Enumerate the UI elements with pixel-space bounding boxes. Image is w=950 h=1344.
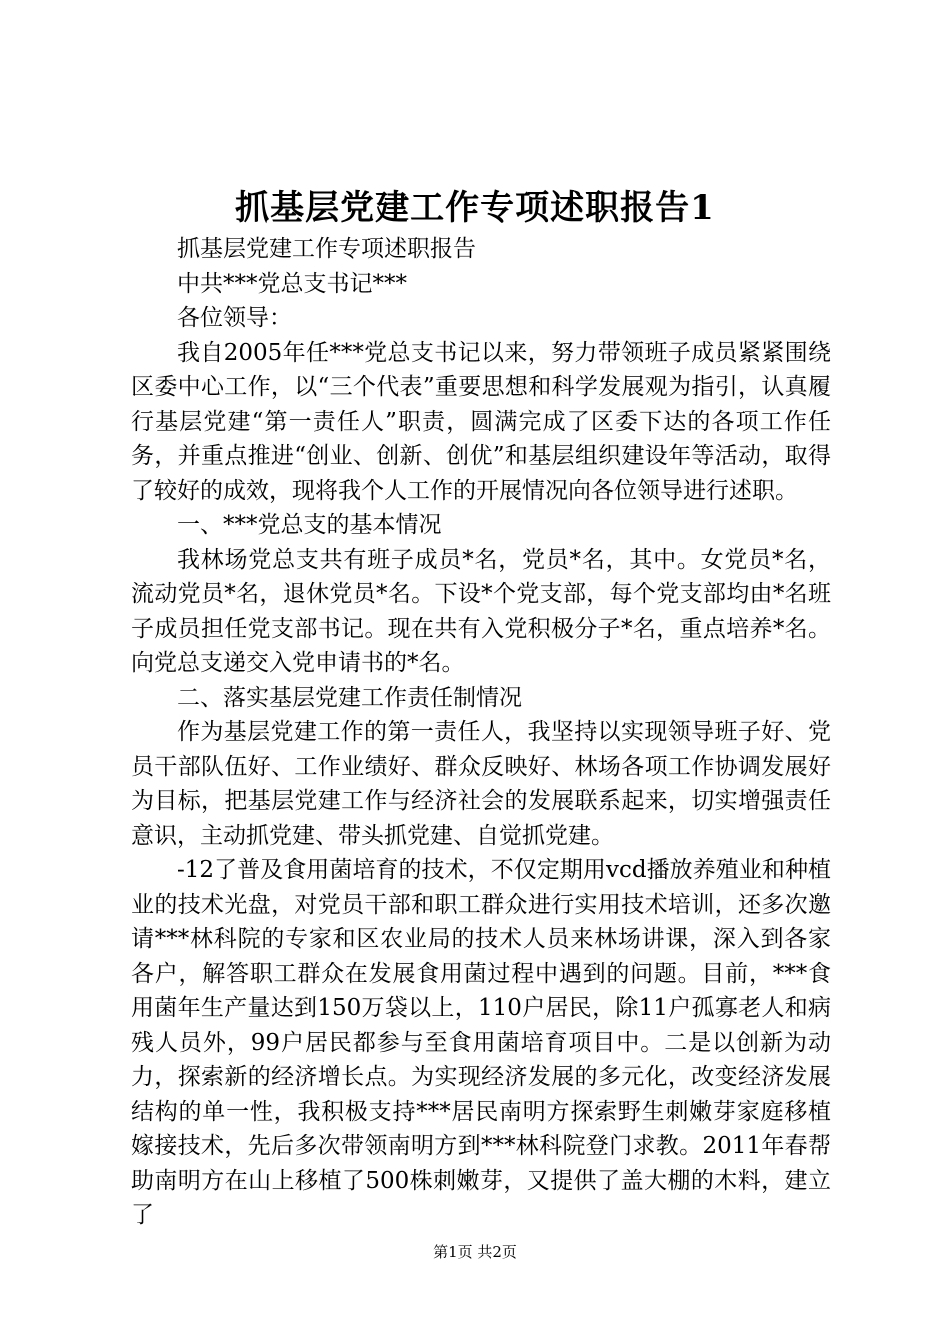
section-1-paragraph: 我林场党总支共有班子成员*名，党员*名，其中。女党员*名，流动党员*名，退休党员*名。下设*个党支部，每个党支部均由*名班子成员担任党支部书记。现在共有入党积极分子*名，重点培养*名。向党总支递交入党申请书的*名。 <box>131 546 831 676</box>
section-2-paragraph: 作为基层党建工作的第一责任人，我坚持以实现领导班子好、党员干部队伍好、工作业绩好、群众反映好、林场各项工作协调发展好为目标，把基层党建工作与经济社会的发展联系起来，切实增强责任意识，主动抓党建、带头抓党建、自觉抓党建。 <box>131 719 831 849</box>
author-line: 中共***党总支书记*** <box>177 270 407 297</box>
continuation-paragraph: -12了普及食用菌培育的技术，不仅定期用vcd播放养殖业和种植业的技术光盘，对党员干部和职工群众进行实用技术培训，还多次邀请***林科院的专家和区农业局的技术人员来林场讲课，深入到各家各户，解答职工群众在发展食用菌过程中遇到的问题。目前，***食用菌年生产量达到150万袋以上，110户居民，除11户孤寡老人和病残人员外，99户居民都参与至食用菌培育项目中。二是以创新为动力，探索新的经济增长点。为实现经济发展的多元化，改变经济发展结构的单一性，我积极支持***居民南明方探索野生刺嫩芽家庭移植嫁接技术，先后多次带领南明方到***林科院登门求教。2011年春帮助南明方在山上移植了500株刺嫩芽，又提供了盖大棚的木料，建立了 <box>131 857 831 1228</box>
page-footer: 第1页 共2页 <box>433 1243 517 1261</box>
intro-paragraph: 我自2005年任***党总支书记以来，努力带领班子成员紧紧围绕区委中心工作，以“三个代表”重要思想和科学发展观为指引，认真履行基层党建“第一责任人”职责，圆满完成了区委下达的各项工作任务，并重点推进“创业、创新、创优”和基层组织建设年等活动，取得了较好的成效，现将我个人工作的开展情况向各位领导进行述职。 <box>131 339 831 504</box>
document-body <box>131 232 831 1233</box>
section-heading-1: 一、***党总支的基本情况 <box>177 512 442 538</box>
section-heading-2: 二、落实基层党建工作责任制情况 <box>177 684 522 711</box>
document-title: 抓基层党建工作专项述职报告1 <box>235 188 715 228</box>
salutation-line: 各位领导： <box>177 305 292 331</box>
subtitle-line: 抓基层党建工作专项述职报告 <box>177 236 476 262</box>
